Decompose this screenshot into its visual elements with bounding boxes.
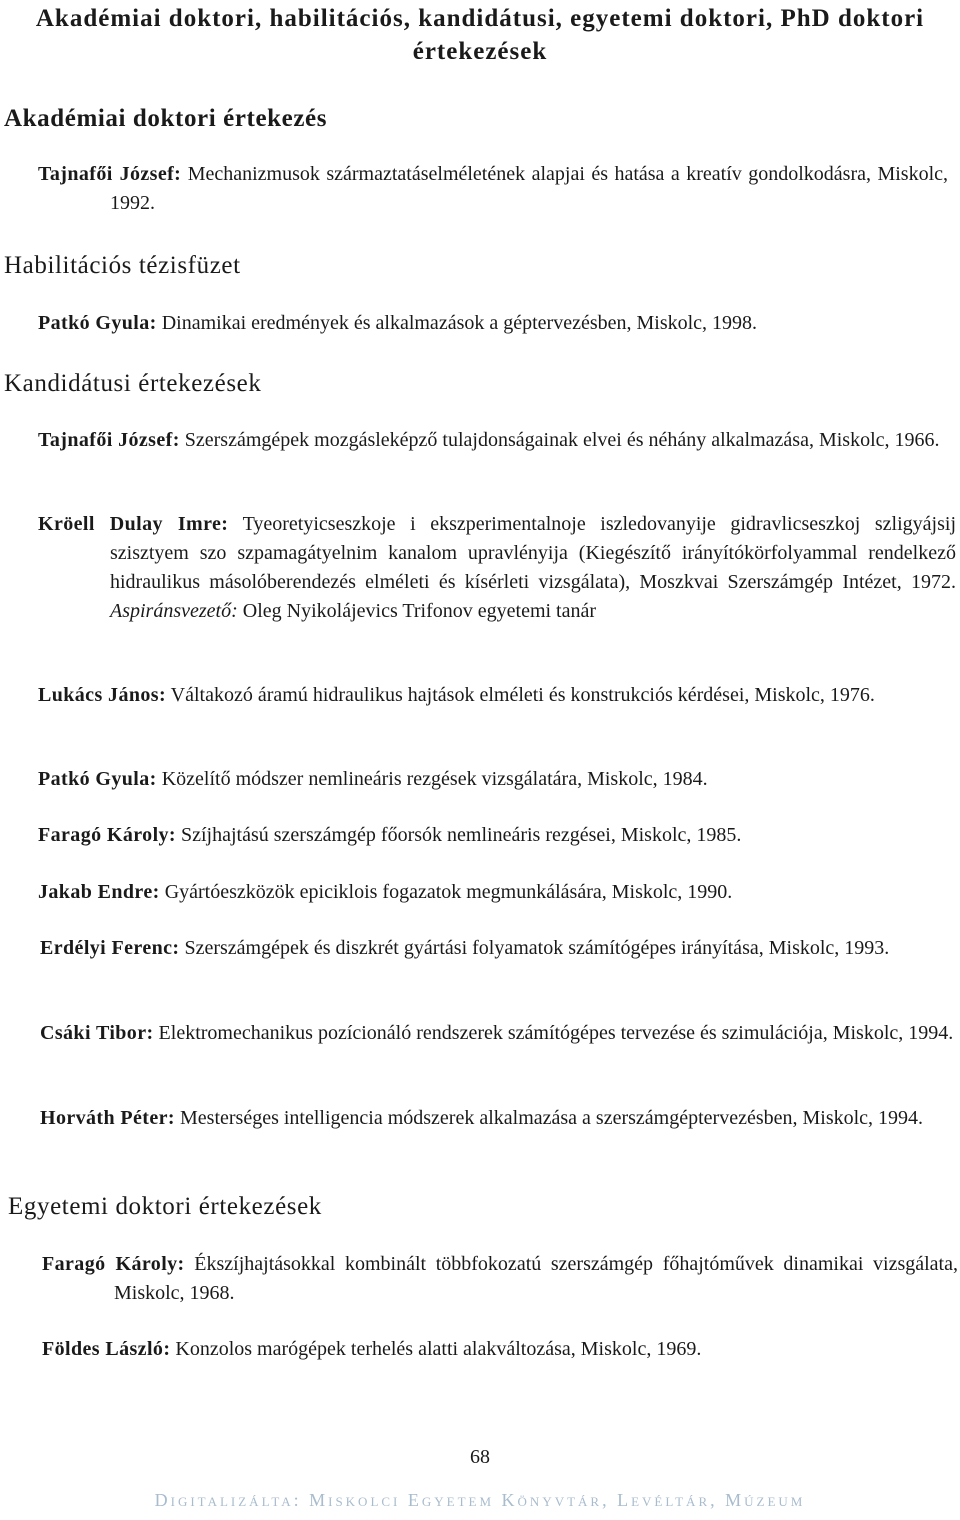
section-heading-akademiai: Akadémiai doktori értekezés (4, 105, 328, 132)
entry-csaki (40, 1019, 958, 1048)
entry-kroell-dulay (38, 510, 956, 626)
entry-text: Mesterséges intelligencia módszerek alkalmazása a szerszámgéptervezésben, Miskolc, 1994. (175, 1107, 924, 1129)
entry-patko-kandidatusi (38, 765, 956, 794)
entry-text: Mechanizmusok származtatáselméletének alapjai és hatása a kreatív gondolkodásra, Miskolc, 1992. (110, 163, 949, 214)
entry-author: Tajnafői József: (38, 163, 182, 185)
entry-text: Váltakozó áramú hidraulikus hajtások elméleti és konstrukciós kérdései, Miskolc, 1976. (166, 684, 875, 706)
entry-text: Szíjhajtású szerszámgép főorsók nemlineáris rezgései, Miskolc, 1985. (175, 824, 742, 846)
section-heading-kandidatusi: Kandidátusi értekezések (4, 370, 262, 397)
entry-horvath (40, 1104, 958, 1133)
entry-tajnafoi-akademiai (38, 160, 948, 218)
entry-author: Faragó Károly: (38, 824, 176, 846)
entry-farago-kandidatusi (38, 821, 956, 850)
entry-author: Csáki Tibor: (40, 1022, 154, 1044)
entry-author: Erdélyi Ferenc: (40, 937, 180, 959)
entry-lukacs (38, 681, 956, 710)
entry-author: Kröell Dulay Imre: (38, 513, 229, 535)
page-number: 68 (470, 1446, 490, 1468)
entry-erdelyi (40, 934, 958, 963)
entry-farago-egyetemi (42, 1250, 958, 1308)
entry-text: Gyártóeszközök epiciklois fogazatok megmunkálására, Miskolc, 1990. (159, 881, 733, 903)
digitization-footer: Digitalizálta: Miskolci Egyetem Könyvtár, Levéltár, Múzeum (154, 1490, 806, 1510)
entry-text: Dinamikai eredmények és alkalmazások a géptervezésben, Miskolc, 1998. (156, 312, 758, 334)
section-heading-habilitacios: Habilitációs tézisfüzet (4, 252, 241, 279)
entry-foldes (42, 1335, 958, 1364)
entry-author: Jakab Endre: (38, 881, 160, 903)
advisor-name: Oleg Nyikolájevics Trifonov egyetemi tanár (237, 600, 597, 622)
entry-text: Szerszámgépek és diszkrét gyártási folyamatok számítógépes irányítása, Miskolc, 1993. (179, 937, 890, 959)
entry-tajnafoi-kandidatusi (38, 426, 956, 455)
entry-author: Lukács János: (38, 684, 167, 706)
entry-text: Konzolos marógépek terhelés alatti alakváltozása, Miskolc, 1969. (170, 1338, 702, 1360)
entry-author: Tajnafői József: (38, 429, 180, 451)
entry-text: Tyeoretyicseszkoje i ekszperimentalnoje iszledovanyije gidravlicseszkoj szligyájsij szisztyem szo szpamagátyelnim kanalom upravlényija (Kiegészítő irányítókörfolyammal rendelkező hidraulikus másolóberendezés elméleti és kísérleti vizsgálata), Moszkvai Szerszámgép Intézet, 1972. (110, 513, 956, 593)
entry-author: Faragó Károly: (42, 1253, 185, 1275)
section-heading-egyetemi: Egyetemi doktori értekezések (8, 1193, 322, 1220)
entry-author: Patkó Gyula: (38, 312, 157, 334)
entry-author: Patkó Gyula: (38, 768, 157, 790)
advisor-label: Aspiránsvezető: (110, 600, 238, 622)
entry-text: Ékszíjhajtásokkal kombinált többfokozatú szerszámgép főhajtóművek dinamikai vizsgálata, Miskolc, 1968. (114, 1253, 958, 1304)
entry-jakab (38, 878, 956, 907)
entry-text: Közelítő módszer nemlineáris rezgések vizsgálatára, Miskolc, 1984. (156, 768, 708, 790)
entry-author: Földes László: (42, 1338, 171, 1360)
entry-author: Horváth Péter: (40, 1107, 175, 1129)
entry-text: Szerszámgépek mozgásleképző tulajdonságainak elvei és néhány alkalmazása, Miskolc, 1966. (179, 429, 940, 451)
entry-patko-habilitacios (38, 309, 948, 338)
page-title: Akadémiai doktori, habilitációs, kandidátusi, egyetemi doktori, PhD doktori értekezések (35, 5, 925, 65)
entry-text: Elektromechanikus pozícionáló rendszerek számítógépes tervezése és szimulációja, Miskolc, 1994. (153, 1022, 954, 1044)
